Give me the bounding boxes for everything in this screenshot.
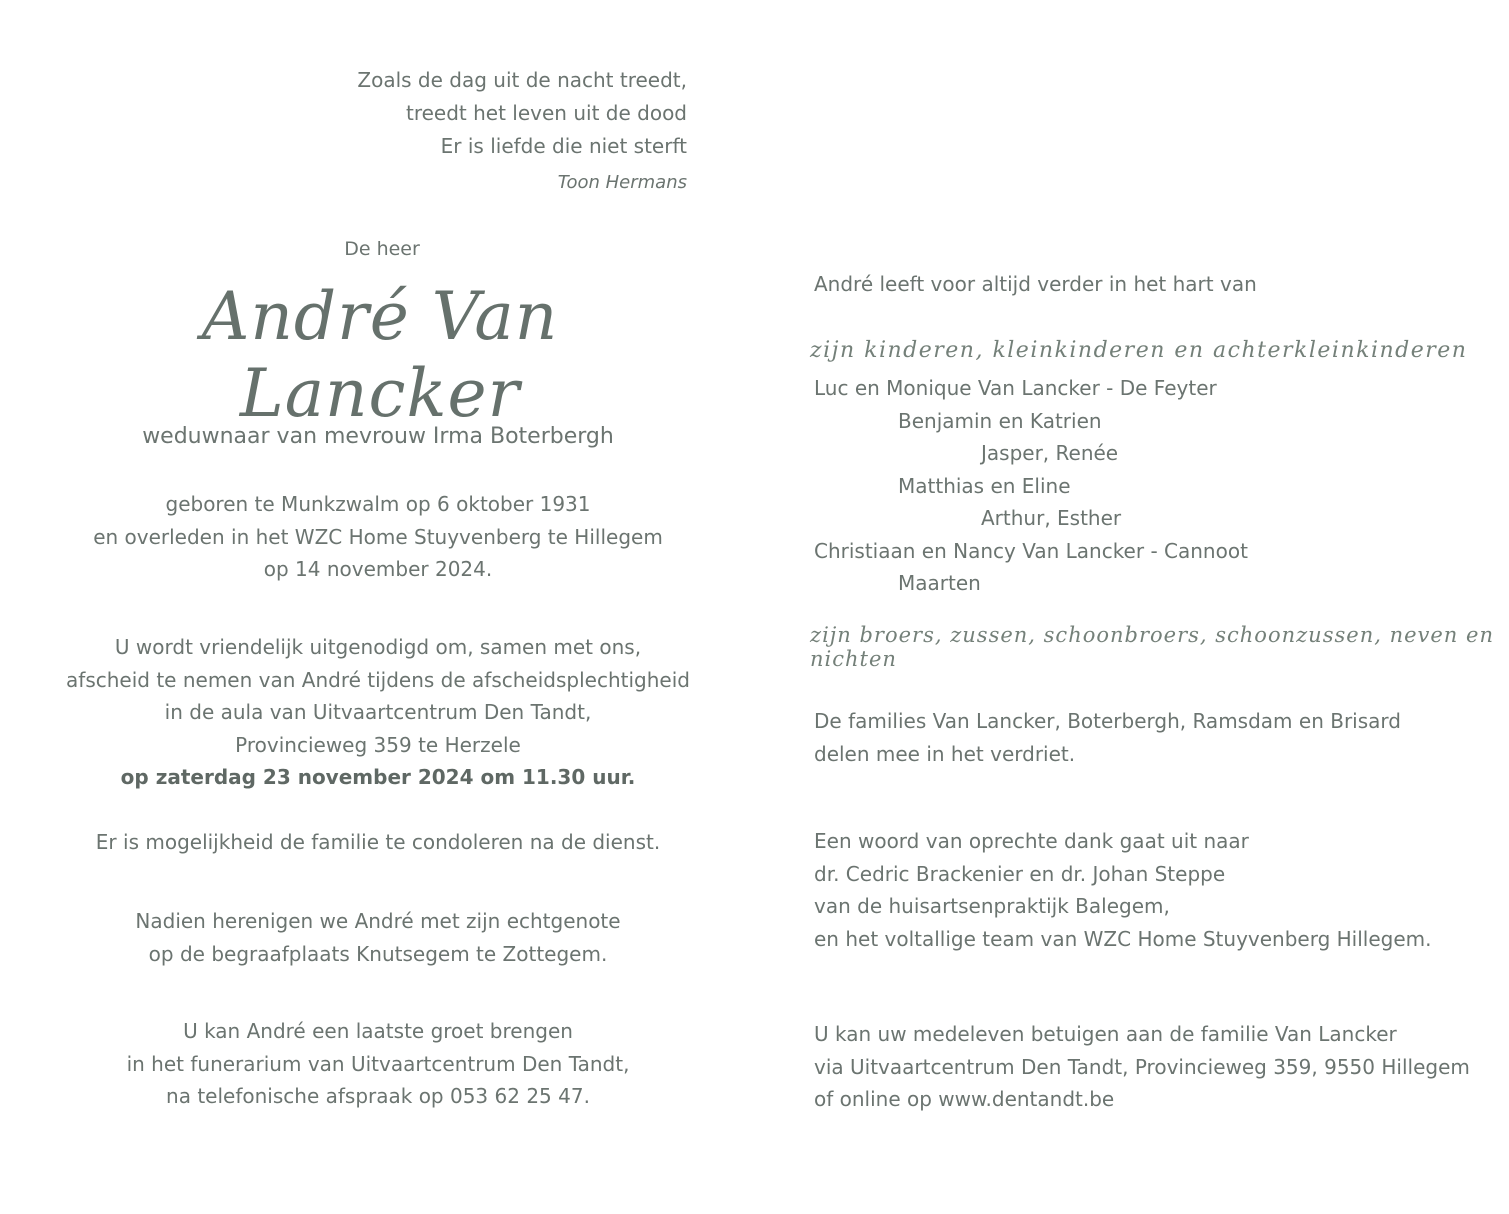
- families-line: delen mee in het verdriet.: [814, 741, 1076, 766]
- sympathy-line: U kan uw medeleven betuigen aan de familie Van Lancker: [814, 1022, 1397, 1046]
- birth-death-info: [28, 488, 728, 586]
- family-member: Arthur, Esther: [981, 506, 1122, 530]
- family-member: Maarten: [898, 571, 981, 595]
- family-member: Luc en Monique Van Lancker - De Feyter: [814, 376, 1217, 400]
- birth-line: geboren te Munkzwalm op 6 oktober 1931: [165, 492, 591, 516]
- death-line: en overleden in het WZC Home Stuyvenberg te Hillegem: [93, 524, 663, 549]
- thanks-line: dr. Cedric Brackenier en dr. Johan Steppe: [814, 861, 1226, 886]
- poem-line: treedt het leven uit de dood: [406, 101, 687, 125]
- salutation: De heer: [344, 238, 420, 260]
- thanks-line: Een woord van oprechte dank gaat uit naar: [814, 829, 1249, 853]
- poem-line: Zoals de dag uit de nacht treedt,: [357, 68, 687, 92]
- family-list: [814, 372, 1494, 600]
- thanks-line: en het voltallige team van WZC Home Stuyvenberg Hillegem.: [814, 926, 1432, 951]
- burial-info: [28, 905, 728, 970]
- siblings-heading: zijn broers, zussen, schoonbroers, schoonzussen, neven en nichten: [810, 623, 1494, 671]
- greeting-line: in het funerarium van Uitvaartcentrum Den Tandt,: [126, 1051, 630, 1076]
- widower-line: weduwnaar van mevrouw Irma Boterbergh: [142, 424, 614, 449]
- deceased-name: André Van Lancker: [201, 278, 559, 432]
- ceremony-date: op zaterdag 23 november 2024 om 11.30 uur.: [120, 765, 636, 789]
- thanks-line: van de huisartsenpraktijk Balegem,: [814, 894, 1170, 918]
- family-member: Matthias en Eline: [898, 473, 1071, 498]
- families-note: [814, 705, 1494, 770]
- invitation: [28, 631, 728, 794]
- poem-author: Toon Hermans: [557, 172, 687, 193]
- poem-line: Er is liefde die niet sterft: [440, 134, 687, 158]
- invitation-line: in de aula van Uitvaartcentrum Den Tandt,: [164, 700, 592, 724]
- poem: [187, 64, 687, 163]
- invitation-line: afscheid te nemen van André tijdens de afscheidsplechtigheid: [66, 667, 690, 692]
- greeting-line: na telefonische afspraak op 053 62 25 47.: [166, 1084, 590, 1108]
- invitation-line: Provincieweg 359 te Herzele: [235, 732, 521, 757]
- families-line: De families Van Lancker, Boterbergh, Ramsdam en Brisard: [814, 709, 1401, 733]
- family-member: Benjamin en Katrien: [898, 408, 1102, 433]
- death-date: op 14 november 2024.: [263, 557, 493, 581]
- thanks-note: [814, 825, 1494, 955]
- burial-line: op de begraafplaats Knutsegem te Zottegem.: [148, 941, 608, 966]
- invitation-line: U wordt vriendelijk uitgenodigd om, samen met ons,: [114, 635, 642, 659]
- intro-line: André leeft voor altijd verder in het hart van: [814, 272, 1257, 296]
- children-heading: zijn kinderen, kleinkinderen en achterkleinkinderen: [810, 338, 1468, 363]
- family-member: Jasper, Renée: [981, 441, 1119, 465]
- last-greeting: [28, 1015, 728, 1113]
- greeting-line: U kan André een laatste groet brengen: [183, 1019, 573, 1043]
- family-member: Christiaan en Nancy Van Lancker - Cannoot: [814, 538, 1248, 563]
- sympathy-line: via Uitvaartcentrum Den Tandt, Provincieweg 359, 9550 Hillegem: [814, 1054, 1470, 1079]
- burial-line: Nadien herenigen we André met zijn echtgenote: [135, 909, 621, 933]
- condolence-note: Er is mogelijkheid de familie te condoleren na de dienst.: [95, 830, 661, 854]
- sympathy-note: [814, 1018, 1494, 1116]
- sympathy-line: of online op www.dentandt.be: [814, 1087, 1115, 1111]
